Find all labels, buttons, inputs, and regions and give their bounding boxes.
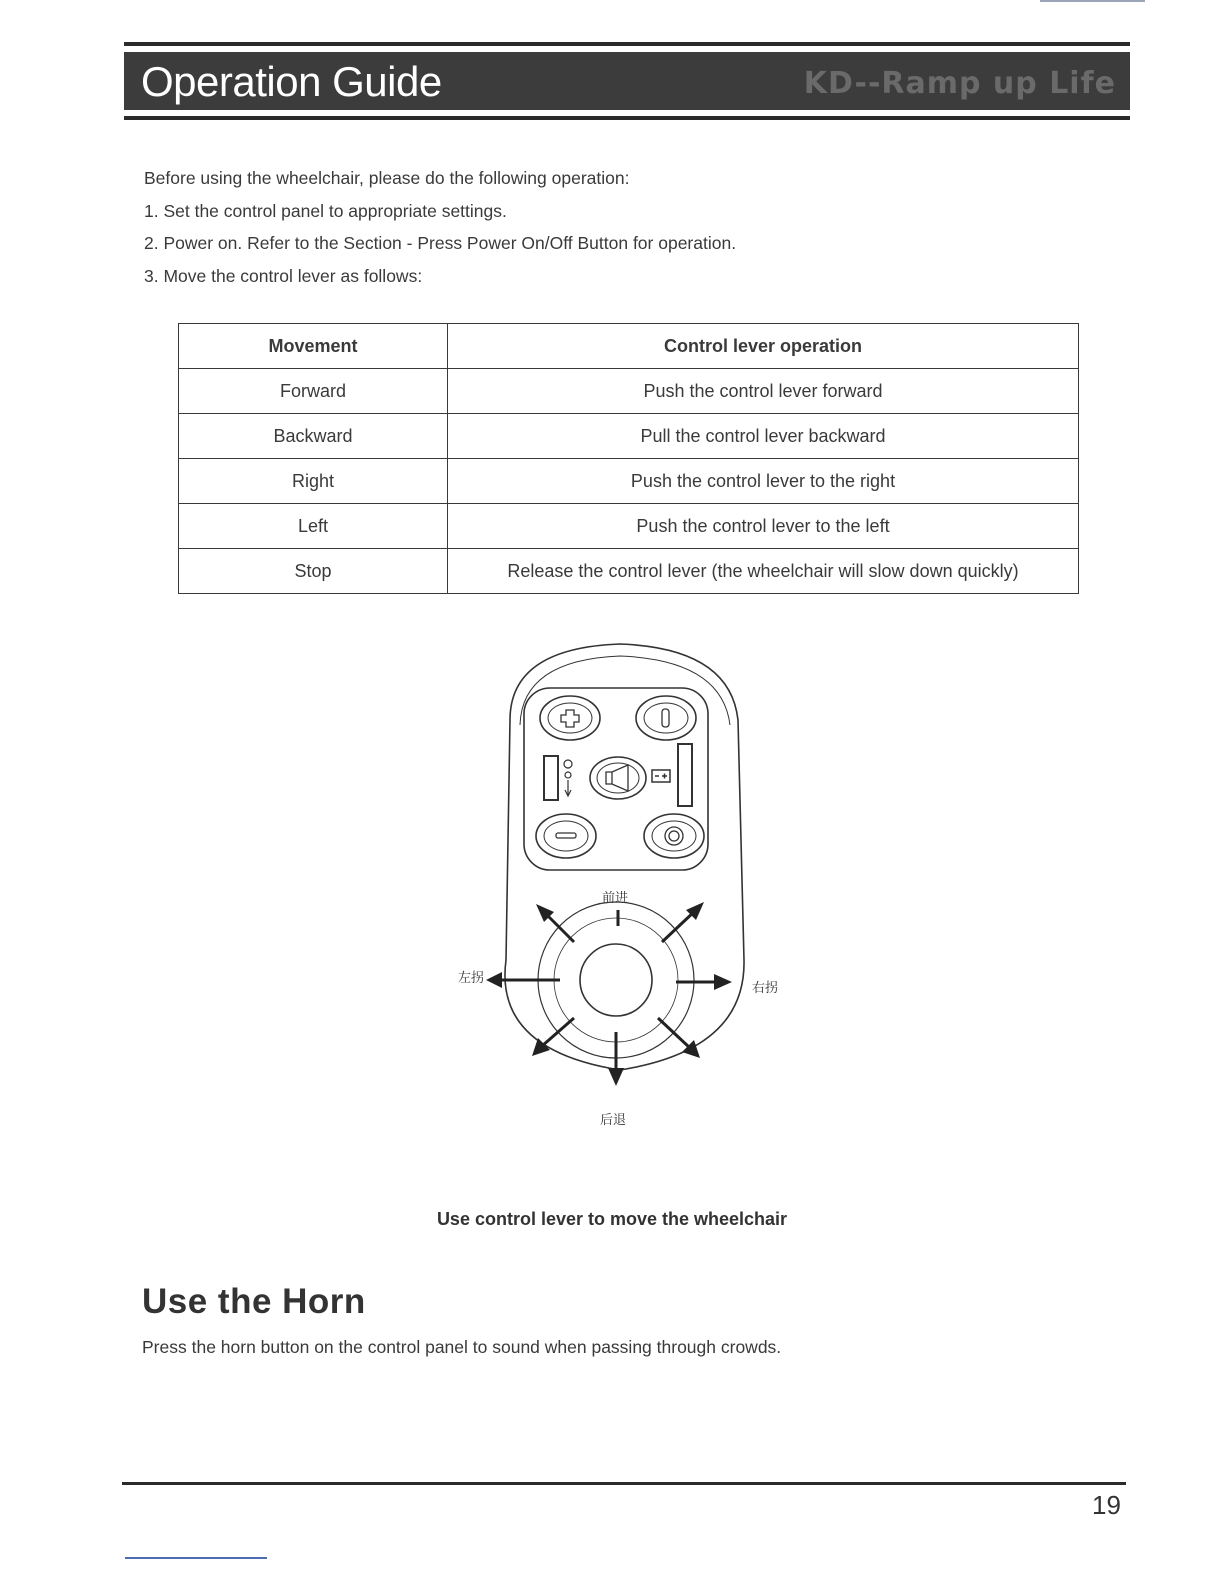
intro-step-2: 2. Power on. Refer to the Section - Press Power On/Off Button for operation. bbox=[144, 233, 737, 253]
battery-icon bbox=[652, 770, 670, 782]
controller-diagram bbox=[440, 630, 800, 1130]
operation-cell: Release the control lever (the wheelchair will slow down quickly) bbox=[448, 549, 1079, 594]
operation-cell: Push the control lever to the right bbox=[448, 459, 1079, 504]
movement-cell: Backward bbox=[179, 414, 448, 459]
label-back: 后退 bbox=[600, 1113, 627, 1128]
operation-cell: Push the control lever forward bbox=[448, 369, 1079, 414]
minus-button[interactable] bbox=[536, 814, 596, 858]
movement-cell: Stop bbox=[179, 549, 448, 594]
horn-instruction: Press the horn button on the control panel to sound when passing through crowds. bbox=[142, 1337, 782, 1357]
arrow-right-icon bbox=[676, 974, 732, 990]
section-heading-horn: Use the Horn bbox=[142, 1282, 366, 1321]
table-header-row bbox=[179, 324, 1079, 369]
bottom-edge-line bbox=[125, 1557, 267, 1559]
column-header-movement: Movement bbox=[179, 324, 448, 369]
power-icon bbox=[662, 709, 669, 727]
table-row bbox=[179, 504, 1079, 549]
arrow-back-right-icon bbox=[658, 1018, 700, 1058]
column-header-operation: Control lever operation bbox=[448, 324, 1079, 369]
movement-table bbox=[178, 323, 1079, 594]
power-button[interactable] bbox=[636, 696, 696, 740]
table-row bbox=[179, 549, 1079, 594]
footer-rule bbox=[122, 1482, 1126, 1485]
controller-body-inner-outline bbox=[520, 656, 730, 725]
brand-slogan: KD--Ramp up Life bbox=[803, 66, 1116, 101]
top-edge-line bbox=[1040, 0, 1145, 2]
table-row bbox=[179, 369, 1079, 414]
intro-step-1: 1. Set the control panel to appropriate settings. bbox=[144, 200, 507, 221]
minus-icon bbox=[556, 833, 576, 838]
page-header bbox=[124, 42, 1130, 120]
arrow-left-icon bbox=[486, 972, 560, 988]
joystick-knob[interactable] bbox=[580, 944, 652, 1016]
horn-button[interactable] bbox=[590, 757, 646, 799]
page-title: Operation Guide bbox=[141, 58, 442, 105]
mode-button[interactable] bbox=[644, 814, 704, 858]
horn-icon bbox=[606, 765, 628, 791]
label-right: 右拐 bbox=[752, 981, 779, 996]
plus-button[interactable] bbox=[540, 696, 600, 740]
intro-lead: Before using the wheelchair, please do the following operation: bbox=[144, 168, 630, 188]
header-bar bbox=[124, 52, 1130, 110]
intro-text bbox=[144, 168, 736, 298]
table-row bbox=[179, 459, 1079, 504]
table-row bbox=[179, 414, 1079, 459]
speed-indicator-icon bbox=[564, 760, 572, 796]
operation-cell: Pull the control lever backward bbox=[448, 414, 1079, 459]
movement-cell: Left bbox=[179, 504, 448, 549]
figure-caption: Use control lever to move the wheelchair bbox=[436, 1209, 788, 1229]
movement-cell: Right bbox=[179, 459, 448, 504]
arrow-back-icon bbox=[608, 1032, 624, 1086]
speed-indicator-bar bbox=[544, 756, 558, 800]
page-number: 19 bbox=[1092, 1490, 1121, 1520]
operation-cell: Push the control lever to the left bbox=[448, 504, 1079, 549]
movement-cell: Forward bbox=[179, 369, 448, 414]
mode-icon bbox=[665, 827, 683, 845]
label-forward: 前进 bbox=[602, 891, 629, 906]
plus-icon bbox=[561, 710, 579, 727]
label-left: 左拐 bbox=[458, 971, 485, 986]
battery-level-bar bbox=[678, 744, 692, 806]
arrow-forward-left-icon bbox=[536, 904, 574, 942]
intro-step-3: 3. Move the control lever as follows: bbox=[144, 265, 423, 286]
